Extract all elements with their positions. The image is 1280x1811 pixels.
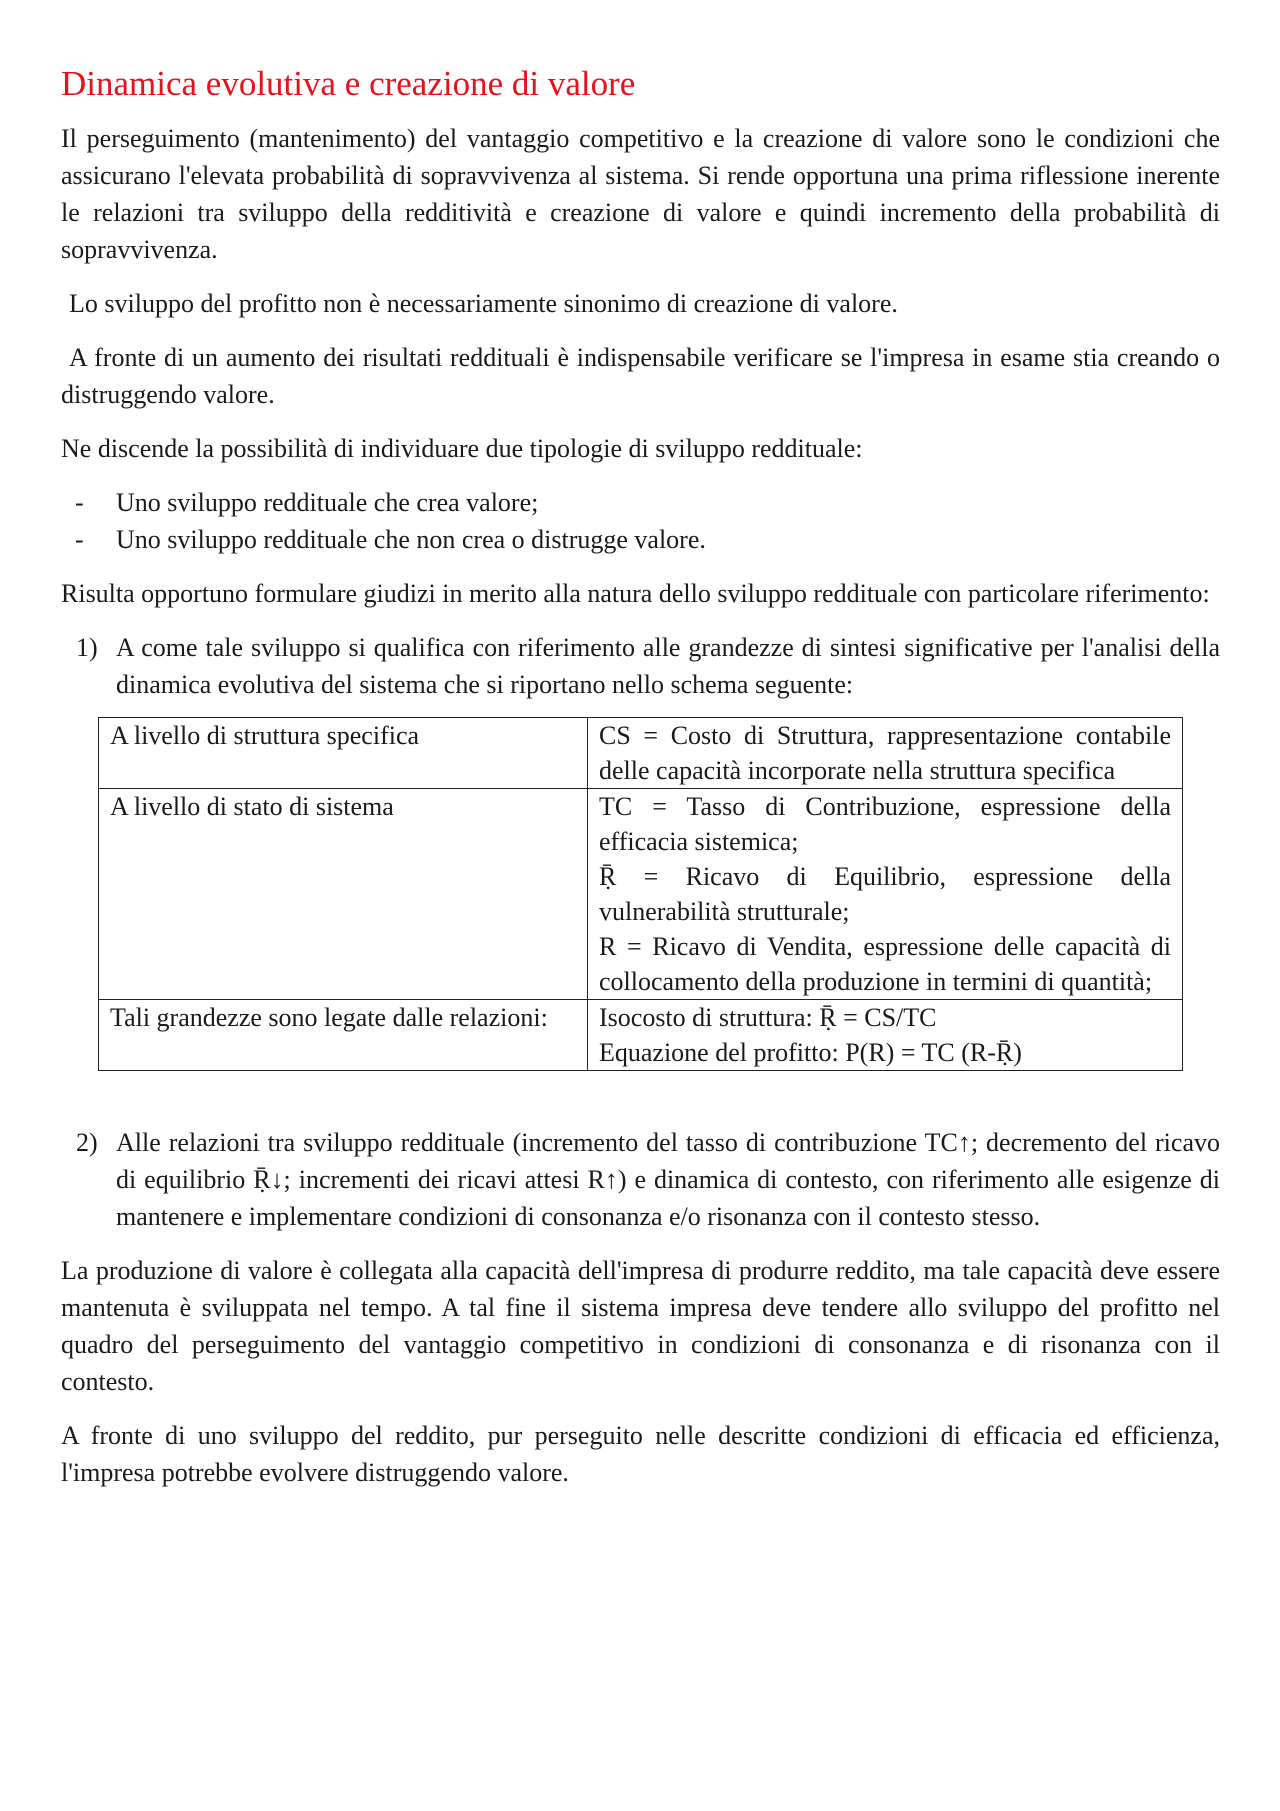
table-cell-level: A livello di stato di sistema (99, 789, 588, 1000)
page-title: Dinamica evolutiva e creazione di valore (61, 64, 636, 103)
item-text: A come tale sviluppo si qualifica con riferimento alle grandezze di sintesi significative per l'analisi della dinamica evolutiva del sistema che si riportano nello schema seguente: (116, 633, 1220, 699)
spacer (61, 1071, 1220, 1124)
table-cell-definition (588, 718, 1183, 789)
dash-list (61, 484, 1220, 558)
numbered-item-1 (61, 629, 1220, 703)
item-number: 2) (76, 1128, 98, 1157)
table-row (99, 1000, 1183, 1071)
paragraph-judgement: Risulta opportuno formulare giudizi in merito alla natura dello sviluppo reddituale con particolare riferimento: (61, 579, 1210, 608)
paragraph-conclusion: A fronte di uno sviluppo del reddito, pur perseguito nelle descritte condizioni di efficacia ed efficienza, l'impresa potrebbe evolvere distruggendo valore. (61, 1421, 1220, 1487)
definition-line: TC = Tasso di Contribuzione, espressione della efficacia sistemica; (599, 792, 1171, 856)
paragraph-typologies: Ne discende la possibilità di individuare due tipologie di sviluppo reddituale: (61, 434, 863, 463)
table-cell-level: Tali grandezze sono legate dalle relazioni: (99, 1000, 588, 1071)
item-number: 1) (76, 633, 98, 662)
table-row (99, 718, 1183, 789)
table-row (99, 789, 1183, 1000)
numbered-item-2 (61, 1124, 1220, 1235)
dash-marker: - (75, 488, 84, 517)
paragraph-value-production: La produzione di valore è collegata alla capacità dell'impresa di produrre reddito, ma tale capacità deve essere mantenuta è sviluppata nel tempo. A tal fine il sistema impresa deve tendere allo sviluppo del profitto nel quadro del perseguimento del vantaggio competitivo in condizioni di consonanza e di risonanza con il contesto. (61, 1256, 1220, 1396)
list-item-text: Uno sviluppo reddituale che crea valore; (116, 488, 539, 517)
definition-line: R = Ricavo di Vendita, espressione delle capacità di collocamento della produzione in termini di quantità; (599, 932, 1171, 996)
list-item-text: Uno sviluppo reddituale che non crea o distrugge valore. (116, 525, 706, 554)
list-item (61, 521, 1220, 558)
table-cell-definition (588, 789, 1183, 1000)
definition-line: CS = Costo di Struttura, rappresentazione contabile delle capacità incorporate nella struttura specifica (599, 721, 1171, 785)
item-text: Alle relazioni tra sviluppo reddituale (incremento del tasso di contribuzione TC↑; decremento del ricavo di equilibrio Ṝ↓; incrementi dei ricavi attesi R↑) e dinamica di contesto, con riferimento alle esigenze di mantenere e implementare condizioni di consonanza e/o risonanza con il contesto stesso. (116, 1128, 1220, 1231)
paragraph-intro: Il perseguimento (mantenimento) del vantaggio competitivo e la creazione di valore sono le condizioni che assicurano l'elevata probabilità di sopravvivenza al sistema. Si rende opportuna una prima riflessione inerente le relazioni tra sviluppo della redditività e creazione di valore e quindi incremento della probabilità di sopravvivenza. (61, 124, 1220, 264)
definition-line: Ṝ = Ricavo di Equilibrio, espressione della vulnerabilità strutturale; (599, 862, 1171, 926)
formula-line: Isocosto di struttura: Ṝ = CS/TC (599, 1003, 937, 1032)
schema-table (98, 717, 1183, 1071)
table-cell-definition (588, 1000, 1183, 1071)
table-cell-level: A livello di struttura specifica (99, 718, 588, 789)
document-page (61, 62, 1220, 1508)
list-item (61, 484, 1220, 521)
paragraph-verify: A fronte di un aumento dei risultati reddituali è indispensabile verificare se l'impresa in esame stia creando o distruggendo valore. (61, 343, 1220, 409)
formula-line: Equazione del profitto: P(R) = TC (R-Ṝ) (599, 1038, 1022, 1067)
paragraph-profit: Lo sviluppo del profitto non è necessariamente sinonimo di creazione di valore. (69, 289, 898, 318)
dash-marker: - (75, 525, 84, 554)
